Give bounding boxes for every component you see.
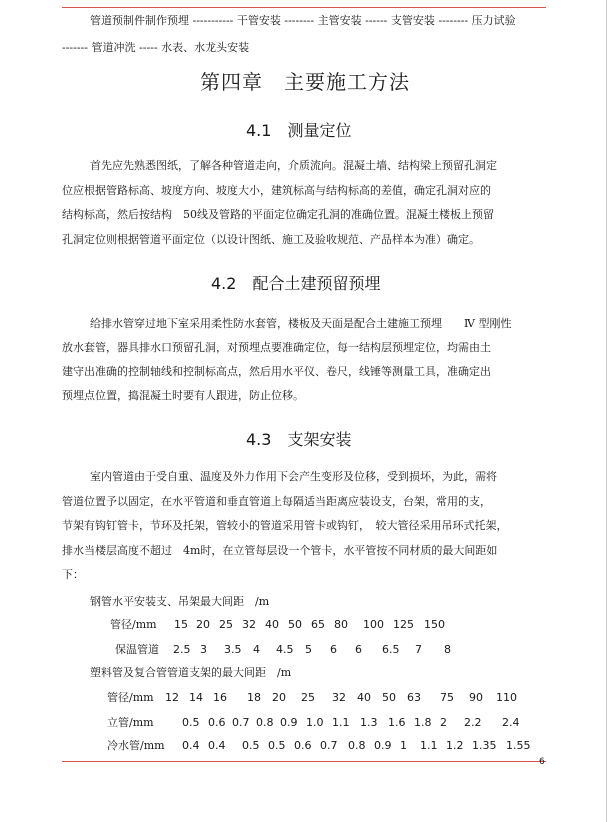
plastic-row-label: 冷水管/mm [107,739,165,752]
table-cell: 1.55 [506,739,531,752]
paragraph-line: 结构标高，然后按结构 50线及管路的平面定位确定孔洞的准确位置。混凝土楼板上预留 [62,208,494,221]
steel-table-title: 钢管水平安装支、吊架最大间距 /m [90,595,270,608]
plastic-header-label: 管径/mm [107,691,154,704]
table-cell: 125 [393,618,414,631]
paragraph-line: 排水当楼层高度不超过 4m时，在立管每层设一个管卡，水平管按不同材质的最大间距如 [62,544,498,557]
table-cell: 1.1 [332,716,350,729]
table-cell: 15 [174,618,188,631]
table-cell: 0.9 [374,739,392,752]
steel-table-header-row [110,616,450,632]
steel-table-insulated-row [115,641,464,657]
table-cell: 110 [496,691,517,704]
top-rule [62,7,546,8]
table-cell: 1.35 [472,739,497,752]
table-cell: 0.5 [268,739,286,752]
table-cell: 80 [334,618,348,631]
table-cell: 20 [272,691,286,704]
table-cell: 1 [400,739,407,752]
table-cell: 0.8 [256,716,274,729]
table-cell: 1.3 [360,716,378,729]
section-heading-4-3: 4.3 支架安装 [246,430,352,449]
table-cell: 0.4 [208,739,226,752]
table-cell: 20 [196,618,210,631]
table-cell: 40 [265,618,279,631]
header-line-2: ------- 管道冲洗 ----- 水表、水龙头安装 [62,41,250,54]
table-cell: 7 [415,643,422,656]
table-cell: 6 [330,643,337,656]
table-cell: 50 [288,618,302,631]
table-cell: 1.0 [306,716,324,729]
table-cell: 8 [444,643,451,656]
table-cell: 100 [363,618,384,631]
table-cell: 0.8 [348,739,366,752]
table-cell: 5 [305,643,312,656]
paragraph-line: 下： [62,568,84,581]
table-cell: 2.4 [502,716,520,729]
table-cell: 90 [469,691,483,704]
plastic-table-title: 塑料管及复合管管道支架的最大间距 /m [90,666,292,679]
table-cell: 14 [189,691,203,704]
table-cell: 32 [242,618,256,631]
paragraph-line: 孔洞定位则根据管道平面定位（以设计图纸、施工及验收规范、产品样本为准）确定。 [62,233,480,246]
header-line-1: 管道预制件制作预埋 ----------- 干管安装 -------- 主管安装 ------ 支管安装 -------- 压力试验 [90,14,516,27]
table-cell: 25 [219,618,233,631]
table-cell: 0.5 [242,739,260,752]
table-cell: 0.6 [294,739,312,752]
table-cell: 2 [440,716,447,729]
table-cell: 32 [332,691,346,704]
chapter-title: 第四章 主要施工方法 [200,70,410,94]
table-cell: 6.5 [382,643,400,656]
paragraph-line: 首先应先熟悉图纸，了解各种管道走向，介质流向。混凝土墙、结构梁上预留孔洞定 [90,159,497,172]
paragraph-line: 建守出准确的控制轴线和控制标高点，然后用水平仪、卷尺，线锤等测量工具，准确定出 [62,365,491,378]
table-cell: 4 [253,643,260,656]
plastic-table-header-row [107,689,520,705]
table-cell: 2.2 [464,716,482,729]
steel-header-label: 管径/mm [110,618,157,631]
table-cell: 0.4 [182,739,200,752]
paragraph-line: 节架有钩钉管卡，节环及托架，管较小的管道采用管卡或钩钉， 较大管径采用吊环式托架， [62,519,508,532]
table-cell: 0.7 [320,739,338,752]
table-cell: 16 [213,691,227,704]
page-number: 6 [539,757,545,767]
table-cell: 1.2 [446,739,464,752]
table-cell: 75 [440,691,454,704]
paragraph-line: 给排水管穿过地下室采用柔性防水套管，楼板及天面是配合土建施工预埋 Ⅳ 型刚性 [90,317,512,330]
table-cell: 63 [407,691,421,704]
paragraph-line: 管道位置予以固定，在水平管道和垂直管道上每隔适当距离应装设支，台架，常用的支， [62,495,491,508]
table-cell: 4.5 [276,643,294,656]
paragraph-line: 预埋点位置，捣混凝土时要有人跟进，防止位移。 [62,389,304,402]
table-cell: 25 [301,691,315,704]
paragraph-line: 位应根据管路标高、坡度方向、坡度大小，建筑标高与结构标高的差值，确定孔洞对应的 [62,184,491,197]
section-heading-4-2: 4.2 配合土建预留预埋 [211,274,381,293]
paragraph-line: 室内管道由于受自重、温度及外力作用下会产生变形及位移，受到损坏，为此，需将 [90,470,497,483]
plastic-row-label: 立管/mm [107,716,154,729]
section-heading-4-1: 4.1 测量定位 [246,121,352,140]
table-cell: 65 [311,618,325,631]
table-cell: 1.1 [420,739,438,752]
table-cell: 0.9 [280,716,298,729]
table-cell: 50 [382,691,396,704]
plastic-table-vertical-row [107,714,522,730]
paragraph-line: 放水套管，器具排水口预留孔洞，对预埋点要准确定位，每一结构层预埋定位，均需由土 [62,341,491,354]
table-cell: 2.5 [173,643,191,656]
steel-row-label: 保温管道 [115,643,159,656]
table-cell: 0.7 [232,716,250,729]
table-cell: 1.8 [414,716,432,729]
table-cell: 6 [355,643,362,656]
table-cell: 12 [165,691,179,704]
bottom-rule [62,761,546,762]
table-cell: 0.5 [182,716,200,729]
table-cell: 150 [424,618,445,631]
table-cell: 18 [247,691,261,704]
table-cell: 1.6 [388,716,406,729]
table-cell: 3.5 [224,643,242,656]
table-cell: 0.6 [208,716,226,729]
table-cell: 3 [200,643,207,656]
plastic-table-cold-water-row [107,737,534,753]
table-cell: 40 [357,691,371,704]
